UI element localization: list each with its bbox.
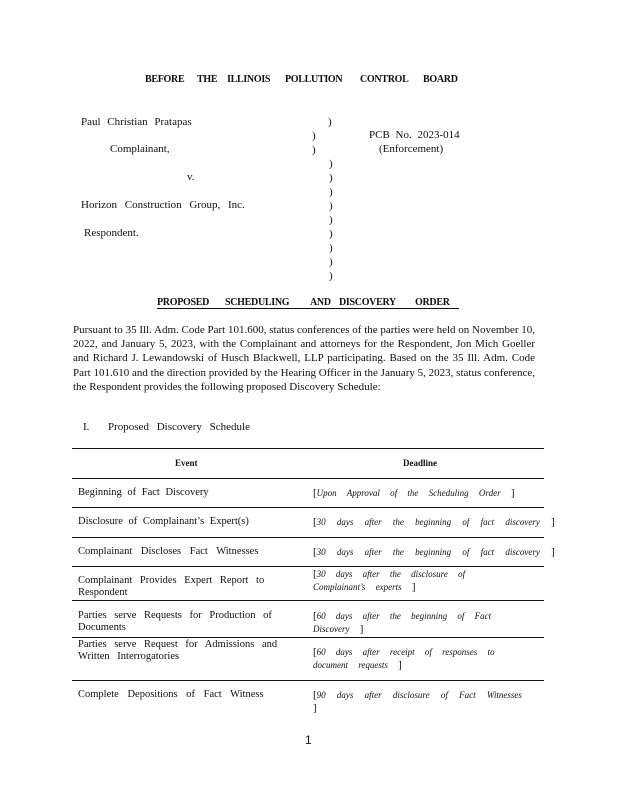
complainant-name: Paul Christian Pratapas	[81, 116, 192, 128]
column-header-event: Event	[175, 458, 198, 468]
respondent-name: Horizon Construction Group, Inc.	[81, 199, 245, 211]
row-divider	[72, 537, 544, 538]
caption-parens-mid: ) )	[312, 130, 316, 156]
table-row-event: Parties serve Requests for Production of Documents	[78, 610, 272, 633]
body-paragraph: Pursuant to 35 Ill. Adm. Code Part 101.600, status conferences of the parties were held on November 10, 2022, and January 5, 2023, with the Complainant and attorneys for the Respondent, Jon Mich Goeller and Richard J. Lewandowski of Husch Blackwell, LLP participating. Based on the 35 Ill. Adm. Code Part 101.610 and the direction provided by the Hearing Officer in the January 5, 2023, status conference, the Respondent provides the following proposed Discovery Schedule:	[73, 324, 535, 393]
title-underline	[157, 308, 459, 309]
caption-parens-top: )	[328, 116, 332, 128]
table-row-deadline: [Upon Approval of the Scheduling Order ]	[313, 487, 515, 499]
header-word: POLLUTION	[285, 74, 343, 85]
header-word: CONTROL	[360, 74, 409, 85]
table-row-deadline: [60 days after the beginning of Fact Discovery ]	[313, 610, 492, 635]
header-word: THE	[197, 74, 218, 85]
header-divider	[72, 478, 544, 479]
table-row-event: Parties serve Request for Admissions and Written Interrogatories	[78, 639, 278, 662]
table-row-deadline: [30 days after the beginning of fact discovery ]	[313, 546, 555, 558]
row-divider	[72, 600, 544, 601]
table-row-event: Beginning of Fact Discovery	[78, 487, 209, 498]
table-row-event: Complainant Provides Expert Report to Respondent	[78, 575, 265, 598]
row-divider	[72, 680, 544, 681]
table-row-deadline: [60 days after receipt of responses to document requests ]	[313, 646, 495, 671]
table-row-deadline: [30 days after the beginning of fact discovery ]	[313, 516, 555, 528]
header-word: ILLINOIS	[227, 74, 271, 85]
table-top-border	[72, 448, 544, 449]
page-number: 1	[305, 733, 312, 747]
table-row-event: Complete Depositions of Fact Witness	[78, 689, 264, 700]
title-word: SCHEDULING	[225, 297, 290, 308]
section-title: Proposed Discovery Schedule	[108, 421, 250, 433]
versus-label: v.	[187, 171, 195, 183]
header-word: BEFORE	[145, 74, 185, 85]
row-divider	[72, 566, 544, 567]
title-word: AND	[310, 297, 331, 308]
section-number: I.	[83, 421, 90, 433]
title-word: PROPOSED	[157, 297, 210, 308]
table-row-deadline: [90 days after disclosure of Fact Witnesses ]	[313, 689, 522, 714]
title-word: DISCOVERY	[339, 297, 396, 308]
column-header-deadline: Deadline	[403, 458, 438, 468]
caption-parens-bottom: ) ) ) ) ) ) ) ) )	[329, 158, 333, 282]
row-divider	[72, 507, 544, 508]
table-row-event: Complainant Discloses Fact Witnesses	[78, 546, 259, 557]
row-divider	[72, 637, 544, 638]
table-row-deadline: [30 days after the disclosure of Complainant’s experts ]	[313, 568, 466, 593]
complainant-role: Complainant,	[110, 143, 170, 155]
respondent-role: Respondent.	[84, 227, 139, 239]
case-number: PCB No. 2023-014	[369, 129, 460, 141]
header-word: BOARD	[423, 74, 458, 85]
case-type: (Enforcement)	[379, 143, 444, 155]
table-row-event: Disclosure of Complainant’s Expert(s)	[78, 516, 249, 527]
title-word: ORDER	[415, 297, 450, 308]
